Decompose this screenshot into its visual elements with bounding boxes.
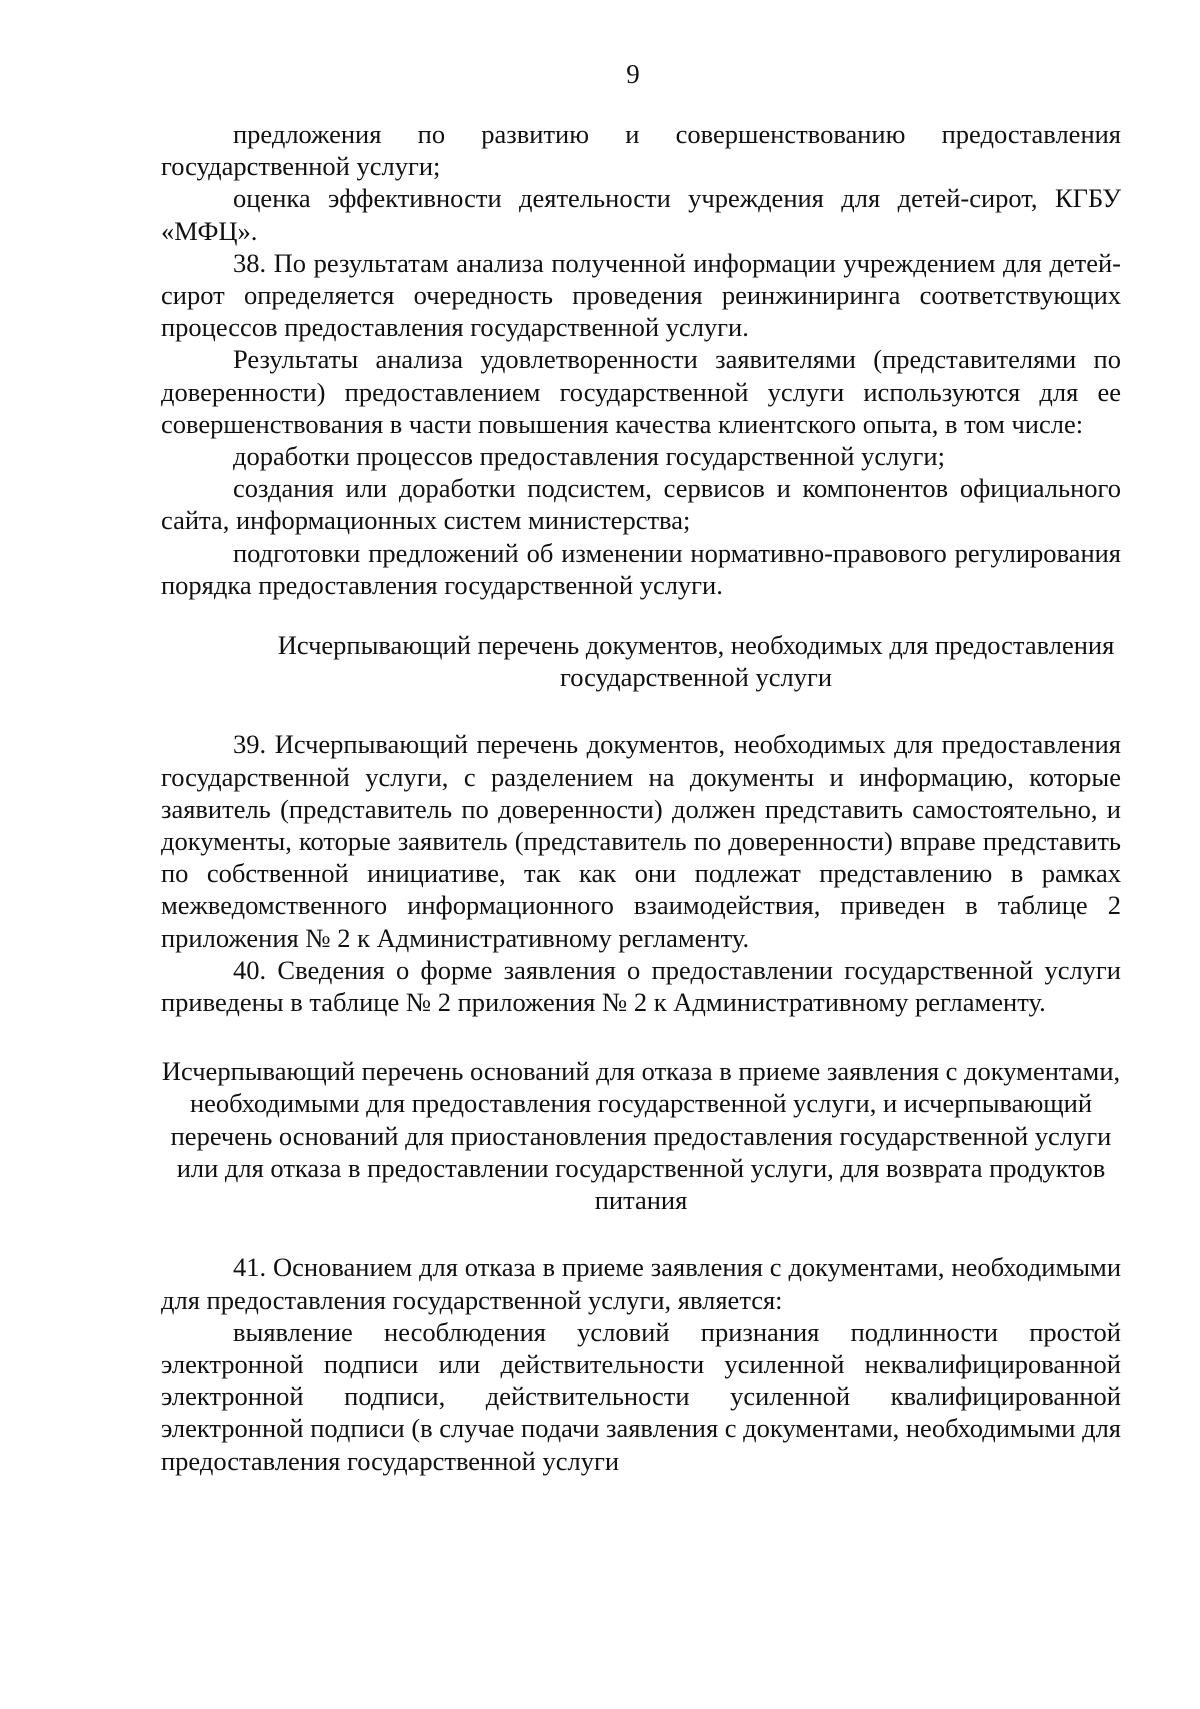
paragraph-40: 40. Сведения о форме заявления о предоставлении государственной услуги приведены в таблице № 2 приложения № 2 к Административному регламенту. [161,954,1121,1018]
paragraph: предложения по развитию и совершенствованию предоставления государственной услуги; [161,119,1121,182]
list-item: доработки процессов предоставления государственной услуги; [233,441,945,472]
paragraph-39: 39. Исчерпывающий перечень документов, необходимых для предоставления государственной услуги, с разделением на документы и информацию, которые заявитель (представитель по доверенности) должен представить самостоятельно, и документы, которые заявитель (представитель по доверенности) вправе представить по собственной инициативе, так как они подлежат представлению в рамках межведомственного информационного взаимодействия, приведен в таблице 2 приложения № 2 к Административному регламенту. [161,729,1121,953]
page-number: 9 [626,59,640,89]
paragraph-38: 38. По результатам анализа полученной информации учреждением для детей-сирот определяется очередность проведения реинжиниринга соответствующих процессов предоставления государственной услуги. [161,247,1121,343]
section-heading-documents: Исчерпывающий перечень документов, необходимых для предоставления государственной услуги [277,630,1115,693]
section-heading-refusal-grounds: Исчерпывающий перечень оснований для отказа в приеме заявления с документами, необходимыми для предоставления государственной услуги, и исчерпывающий перечень оснований для приостановления предоставления государственной услуги или для отказа в предоставлении государственной услуги, для возврата продуктов питания [161,1056,1121,1216]
paragraph-41: 41. Основанием для отказа в приеме заявления с документами, необходимыми для предоставления государственной услуги, является: [161,1252,1121,1315]
list-item: подготовки предложений об изменении нормативно-правового регулирования порядка предоставления государственной услуги. [161,537,1121,600]
paragraph: оценка эффективности деятельности учреждения для детей-сирот, КГБУ «МФЦ». [161,183,1121,246]
document-body [161,118,1121,1477]
list-item: создания или доработки подсистем, сервисов и компонентов официального сайта, информационных систем министерства; [161,473,1121,536]
paragraph: Результаты анализа удовлетворенности заявителями (представителями по доверенности) предоставлением государственной услуги используются для ее совершенствования в части повышения качества клиентского опыта, в том числе: [161,344,1121,439]
paragraph: выявление несоблюдения условий признания подлинности простой электронной подписи или действительности усиленной неквалифицированной электронной подписи, действительности усиленной квалифицированной электронной подписи (в случае подачи заявления с документами, необходимыми для предоставления государственной услуги [161,1316,1121,1476]
